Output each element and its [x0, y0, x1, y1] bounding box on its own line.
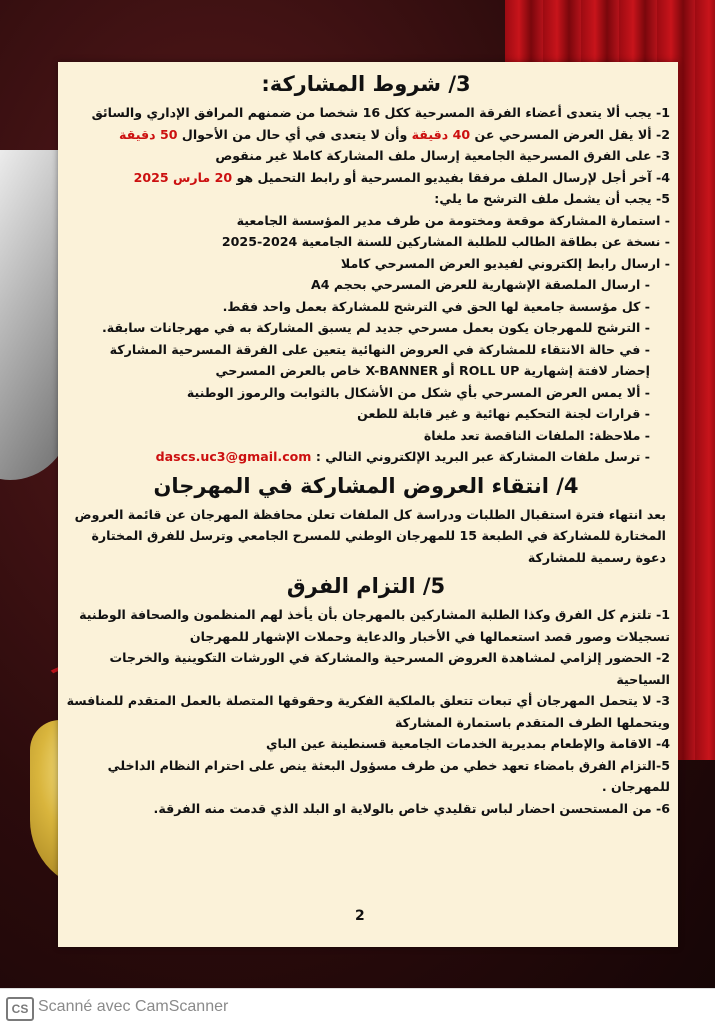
- commitment-item: 5-التزام الفرق بامضاء تعهد خطي من طرف مسؤول البعثة ينص على احترام النظام الداخلي للمهرجان .: [107, 757, 670, 794]
- commitment-item: 2- الحضور إلزامي لمشاهدة العروض المسرحية والمشاركة في الورشات التكوينية والخرجات السياحية: [109, 650, 670, 687]
- deadline-date: 20 مارس 2025: [133, 169, 233, 185]
- scanner-watermark-text: Scanné avec CamScanner: [38, 998, 229, 1015]
- sub-requirement: - ملاحظة: الملفات الناقصة تعد ملغاة: [423, 427, 650, 443]
- page-number: 2: [355, 908, 365, 924]
- document-content: [62, 66, 670, 819]
- condition-item: 5- يجب أن يشمل ملف الترشح ما يلي:: [434, 191, 670, 206]
- file-requirement: - ارسال رابط إلكتروني لفيديو العرض المسرحي كاملا: [340, 255, 670, 271]
- min-duration: 40 دقيقة: [411, 126, 471, 142]
- section5-title: 5/ التزام الفرق: [286, 574, 446, 598]
- condition-item: 3- على الفرق المسرحية الجامعية إرسال ملف المشاركة كاملا غير منقوص: [215, 148, 670, 163]
- sub-requirement: - الترشح للمهرجان يكون بعمل مسرحي جديد لم يسبق المشاركة به في مهرجانات سابقة.: [102, 320, 650, 335]
- sub-requirement: - ارسال الملصقة الإشهارية للعرض المسرحي بحجم A4: [311, 277, 650, 292]
- condition-item: 2- ألا يقل العرض المسرحي عن 40 دقيقة وأن لا يتعدى في أي حال من الأحوال 50 دقيقة: [119, 126, 670, 142]
- section3-title: 3/ شروط المشاركة:: [261, 72, 471, 96]
- file-requirement: - استمارة المشاركة موقعة ومختومة من طرف مدير المؤسسة الجامعية: [236, 212, 670, 228]
- commitment-item: 6- من المستحسن احضار لباس تقليدي خاص بالولاية او البلد الذي قدمت منه الفرقة.: [153, 800, 670, 816]
- sub-requirement: إحضار لافتة إشهارية ROLL UP أو X-BANNER خاص بالعرض المسرحي: [215, 363, 650, 378]
- commitment-item: 3- لا يتحمل المهرجان أي تبعات تتعلق بالملكية الفكرية وحقوقها المتصلة بالعمل المتقدم للمنافسة ويتحملها الطرف المتقدم باستمارة المشاركة: [66, 693, 670, 730]
- commitment-item: 1- تلتزم كل الفرق وكذا الطلبة المشاركين بالمهرجان بأن يأخذ لهم المنظمون والصحافة الوطنية تسجيلات وصور قصد استعمالها في الأخبار والدعاية وحملات الإشهار للمهرجان: [79, 607, 670, 644]
- section4-text: بعد انتهاء فترة استقبال الطلبات ودراسة كل الملفات تعلن محافظة المهرجان عن قائمة العروض المختارة للمشاركة في الطبعة 15 للمهرجان الوطني للمسرح الجامعي وترسل للفرق المختارة دعوة رسمية للمشاركة: [74, 506, 666, 565]
- condition-item: 4- آخر أجل لإرسال الملف مرفقا بفيديو المسرحية أو رابط التحميل هو 20 مارس 2025: [133, 169, 670, 185]
- email-line: - ترسل ملفات المشاركة عبر البريد الإلكتروني التالي : dascs.uc3@gmail.com: [155, 449, 650, 464]
- file-requirement: - نسخة عن بطاقة الطالب للطلبة المشاركين للسنة الجامعية 2024-2025: [221, 234, 670, 249]
- max-duration: 50 دقيقة: [119, 126, 178, 142]
- camscanner-logo-icon: CS: [6, 997, 34, 1021]
- sub-requirement: - كل مؤسسة جامعية لها الحق في الترشح للمشاركة بعمل واحد فقط.: [222, 298, 650, 314]
- contact-email-link[interactable]: dascs.uc3@gmail.com: [155, 449, 312, 464]
- section4-title: 4/ انتقاء العروض المشاركة في المهرجان: [153, 473, 579, 498]
- commitment-item: 4- الاقامة والإطعام بمديرية الخدمات الجامعية قسنطينة عين الباي: [265, 736, 670, 751]
- condition-item: 1- يجب ألا يتعدى أعضاء الفرقة المسرحية ككل 16 شخصا من ضمنهم المرافق الإداري والسائق: [91, 105, 670, 120]
- scanner-footer: [0, 988, 715, 1025]
- sub-requirement: - ألا يمس العرض المسرحي بأي شكل من الأشكال بالثوابت والرموز الوطنية: [186, 384, 650, 400]
- sub-requirement: - قرارات لجنة التحكيم نهائية و غير قابلة للطعن: [357, 406, 650, 421]
- sub-requirement: - في حالة الانتقاء للمشاركة في العروض النهائية يتعين على الفرقة المسرحية المشاركة: [109, 341, 650, 357]
